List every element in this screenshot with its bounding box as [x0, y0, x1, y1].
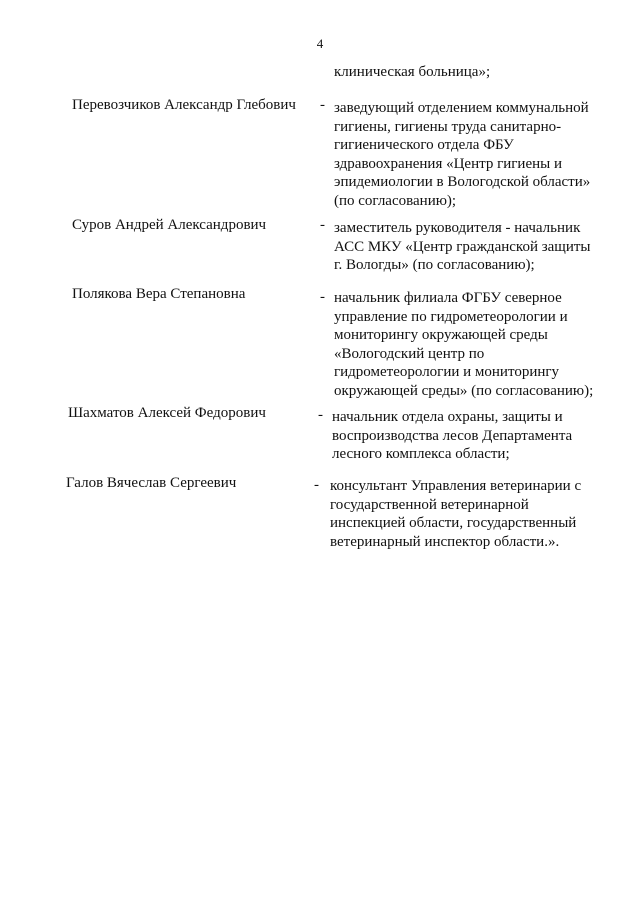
member-name: Полякова Вера Степановна [72, 286, 246, 302]
position-line: ветеринарный инспектор области.». [330, 533, 560, 550]
position-line: здравоохранения «Центр гигиены и [334, 155, 563, 172]
position-line: гигиенического отдела ФБУ [334, 137, 514, 153]
position-line: гигиены, гигиены труда санитарно- [334, 118, 562, 135]
page-number: 4 [316, 36, 324, 51]
position-line: начальник отдела охраны, защиты и [332, 409, 563, 425]
position-line: АСС МКУ «Центр гражданской защиты [334, 238, 591, 255]
position-line: заместитель руководителя - начальник [334, 220, 581, 236]
separator-dash: - [320, 217, 325, 233]
position-line: (по согласованию); [334, 192, 457, 209]
position-line: заведующий отделением коммунальной [334, 100, 589, 116]
member-position [334, 289, 593, 400]
member-position [332, 408, 572, 464]
position-line: управление по гидрометеорологии и [334, 308, 568, 325]
continuation-text: клиническая больница»; [334, 64, 491, 80]
separator-dash: - [318, 407, 323, 423]
member-position [330, 477, 581, 551]
member-position [334, 99, 590, 210]
position-line: окружающей среды» (по согласованию); [334, 382, 594, 399]
position-line: начальник филиала ФГБУ северное [334, 290, 562, 306]
member-name: Перевозчиков Александр Глебович [72, 97, 296, 113]
position-line: консультант Управления ветеринарии с [330, 478, 582, 494]
position-line: государственной ветеринарной [330, 496, 529, 513]
member-name: Суров Андрей Александрович [72, 217, 267, 233]
member-name: Галов Вячеслав Сергеевич [66, 475, 237, 491]
position-line: мониторингу окружающей среды [334, 327, 548, 343]
separator-dash: - [320, 97, 325, 113]
position-line: инспекцией области, государственный [330, 515, 577, 531]
member-name: Шахматов Алексей Федорович [68, 405, 266, 421]
position-line: эпидемиологии в Вологодской области» [334, 174, 591, 190]
member-position [334, 219, 591, 275]
position-line: «Вологодский центр по [334, 345, 485, 362]
position-line: гидрометеорологии и мониторингу [334, 364, 560, 380]
separator-dash: - [320, 289, 325, 305]
position-line: лесного комплекса области; [332, 446, 510, 462]
position-line: воспроизводства лесов Департамента [332, 427, 573, 444]
separator-dash: - [314, 477, 319, 493]
position-line: г. Вологды» (по согласованию); [334, 257, 535, 273]
